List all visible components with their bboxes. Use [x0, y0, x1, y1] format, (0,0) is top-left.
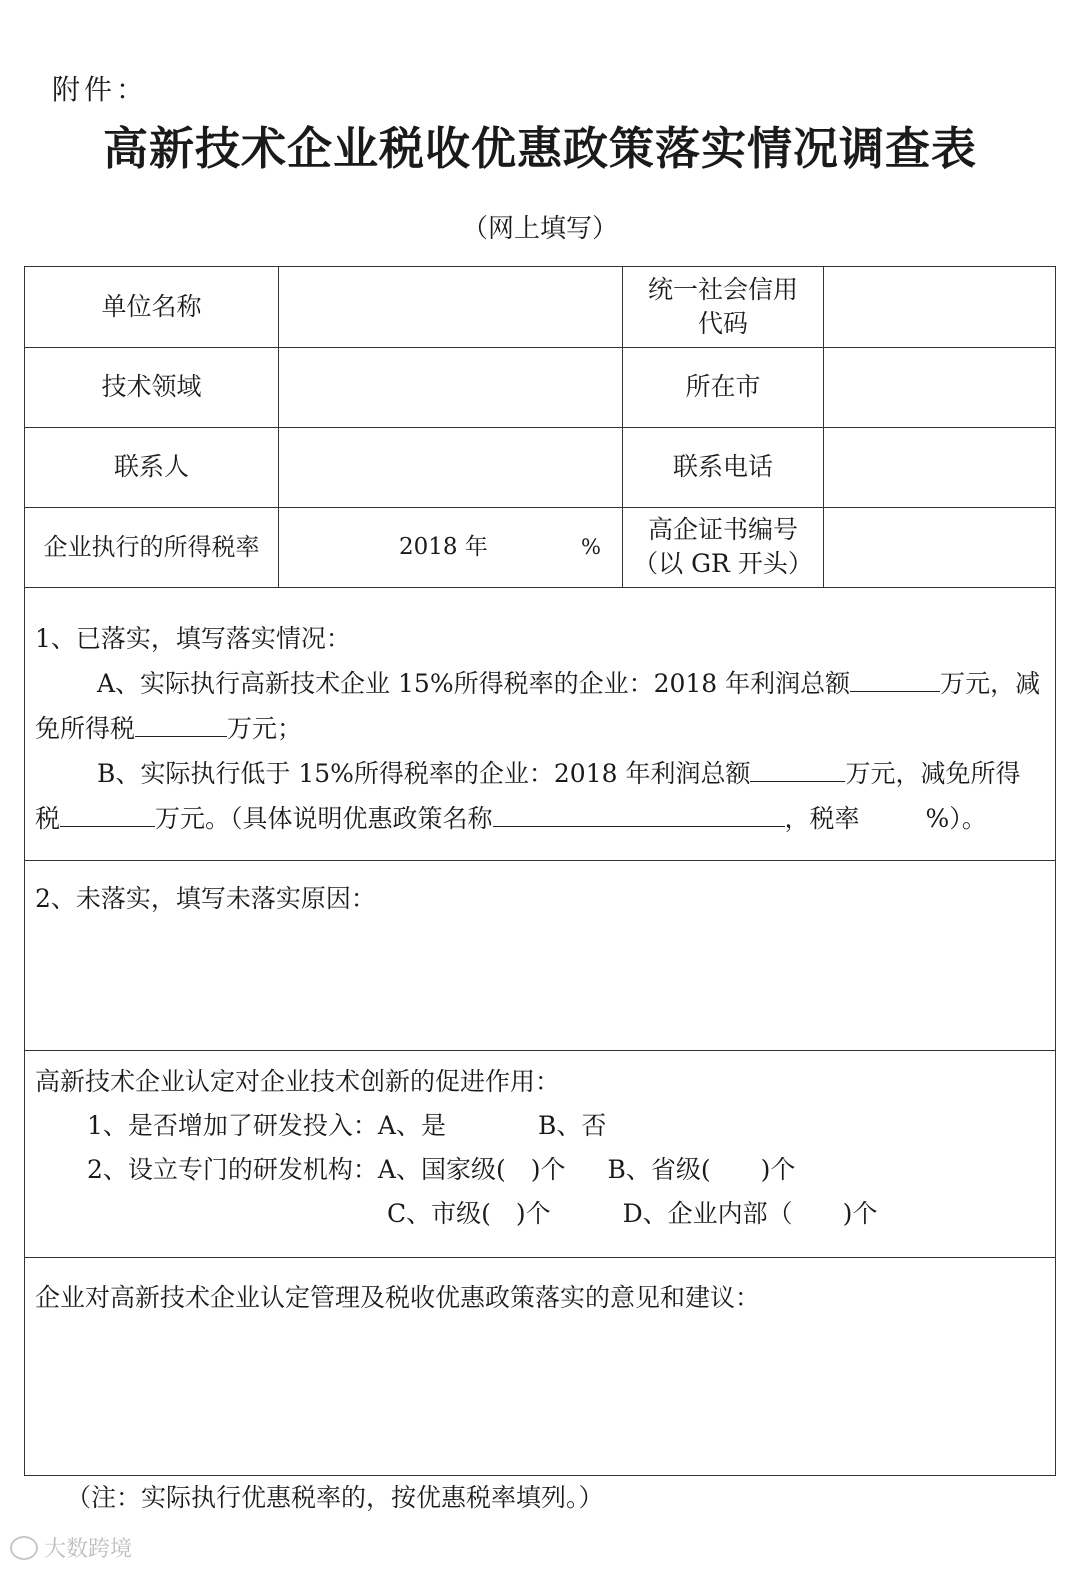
tax-rate-field[interactable] [279, 507, 622, 587]
unit-name-label: 单位名称 [101, 292, 202, 321]
watermark-text: 大数跨境 [44, 1537, 133, 1562]
option-b-line2 [35, 796, 1045, 841]
row-divider [25, 587, 1055, 588]
row-divider [25, 1257, 1055, 1258]
rd-option-provincial[interactable]: B、省级( )个 [607, 1155, 796, 1184]
section-innovation-effect [35, 1060, 1045, 1236]
tax-relief-b-blank[interactable] [60, 796, 155, 827]
unit-name-field[interactable] [279, 267, 622, 347]
rd-option-municipal[interactable]: C、市级( )个 [387, 1199, 551, 1228]
contact-field[interactable] [279, 427, 622, 507]
option-b-line1 [35, 751, 1045, 796]
row-divider [25, 1050, 1055, 1051]
section-implemented-heading: 1、已落实，填写落实情况： [35, 624, 351, 653]
cert-number-label-line2: （以 GR 开头） [633, 549, 813, 578]
tax-percent-sign: % [581, 535, 601, 559]
credit-code-label-line2: 代码 [697, 309, 748, 338]
watermark-icon [10, 1536, 38, 1560]
option-a-line1 [35, 661, 1045, 706]
option-a-unit: 万元，减 [940, 669, 1041, 698]
not-implemented-reason-field[interactable] [35, 927, 1045, 1047]
phone-label: 联系电话 [672, 452, 773, 481]
rd-option-yes[interactable]: 1、是否增加了研发投入：A、是 [87, 1111, 446, 1140]
credit-code-field[interactable] [824, 267, 1055, 347]
innovation-heading: 高新技术企业认定对企业技术创新的促进作用： [35, 1067, 561, 1096]
tech-field-label: 技术领域 [101, 372, 202, 401]
row-divider [25, 860, 1055, 861]
suggestions-heading: 企业对高新技术企业认定管理及税收优惠政策落实的意见和建议： [35, 1283, 761, 1312]
survey-form-table [24, 266, 1056, 1476]
rd-option-national[interactable]: 2、设立专门的研发机构：A、国家级( )个 [87, 1155, 566, 1184]
section-not-implemented [35, 877, 376, 921]
tax-year-text: 2018 年 [399, 534, 488, 560]
section-not-implemented-heading: 2、未落实，填写未落实原因： [35, 884, 376, 913]
suggestions-field[interactable] [35, 1327, 1045, 1467]
option-b-text: B、实际执行低于 15%所得税率的企业：2018 年利润总额 [97, 759, 751, 788]
tax-rate-label: 企业执行的所得税率 [43, 533, 260, 561]
rd-option-internal[interactable]: D、企业内部（ )个 [622, 1199, 878, 1228]
policy-name-label: 万元。（具体说明优惠政策名称 [155, 804, 493, 833]
tax-relief-label: 免所得税 [35, 714, 136, 743]
rd-option-no[interactable]: B、否 [537, 1111, 607, 1140]
option-a-text: A、实际执行高新技术企业 15%所得税率的企业：2018 年利润总额 [97, 669, 851, 698]
watermark-logo [10, 1532, 132, 1563]
rd-investment-question [35, 1104, 1045, 1148]
tax-rate-suffix: %）。 [925, 804, 987, 833]
profit-total-a-blank[interactable] [850, 661, 940, 692]
cert-number-label [623, 507, 823, 587]
tax-relief-a-blank[interactable] [135, 706, 227, 737]
cert-number-field[interactable] [824, 507, 1055, 587]
policy-name-blank[interactable] [493, 796, 785, 827]
page-subtitle: （网上填写） [461, 214, 618, 244]
cert-number-label-line1: 高企证书编号 [647, 515, 798, 544]
phone-field[interactable] [824, 427, 1055, 507]
profit-total-b-blank[interactable] [750, 751, 845, 782]
option-a-line2 [35, 706, 1045, 751]
city-label: 所在市 [685, 372, 761, 401]
rd-institution-question [35, 1148, 1045, 1192]
option-b-unit: 万元，减免所得 [845, 759, 1021, 788]
credit-code-label-line1: 统一社会信用 [647, 275, 798, 304]
option-b-tax-label: 税 [35, 804, 61, 833]
section-implemented [35, 617, 1045, 841]
city-field[interactable] [824, 347, 1055, 427]
credit-code-label [623, 267, 823, 347]
contact-label: 联系人 [113, 452, 189, 481]
tax-rate-label-inline: ，税率 [784, 804, 860, 833]
section-suggestions [35, 1276, 760, 1320]
attachment-label: 附件： [52, 73, 149, 106]
tax-relief-unit: 万元； [227, 714, 303, 743]
footnote: （注：实际执行优惠税率的，按优惠税率填列。） [66, 1483, 604, 1512]
tech-field-input[interactable] [279, 347, 622, 427]
page-title: 高新技术企业税收优惠政策落实情况调查表 [102, 122, 977, 175]
rd-institution-options-cd [35, 1192, 1045, 1236]
